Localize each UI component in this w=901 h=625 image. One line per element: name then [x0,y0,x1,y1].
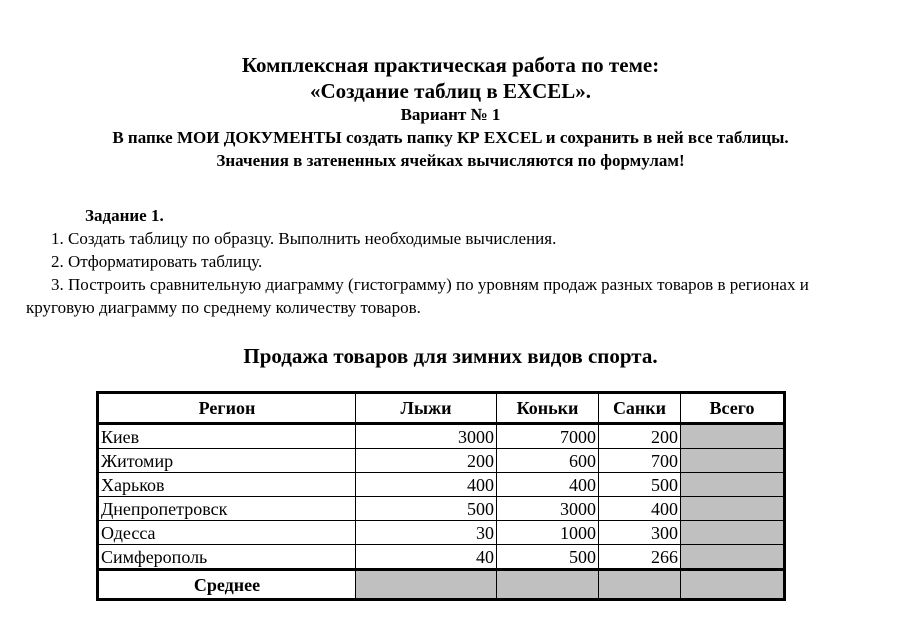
cell-ski: 30 [356,521,497,545]
table-row [98,449,785,473]
table-row [98,473,785,497]
cell-sleds: 200 [599,424,681,449]
cell-total-shaded [681,497,785,521]
title-line-1: Комплексная практическая работа по теме: [241,53,660,77]
average-row [98,570,785,600]
cell-ski: 500 [356,497,497,521]
task-item-3: 3. Построить сравнительную диаграмму (гистограмму) по уровням продаж разных товаров в регионах и круговую диаграмму по среднему количеству товаров. [26,275,809,317]
variant-label: Вариант № 1 [400,105,501,124]
table-row [98,424,785,449]
cell-skates: 1000 [497,521,599,545]
header-ski: Лыжи [356,393,497,424]
cell-skates: 500 [497,545,599,570]
sales-table [96,391,786,601]
instruction-text: В папке МОИ ДОКУМЕНТЫ создать папку КР EXCEL и сохранить в ней все таблицы. [112,128,789,147]
cell-region: Житомир [98,449,356,473]
cell-region: Киев [98,424,356,449]
cell-avg-sleds-shaded [599,570,681,600]
cell-avg-total-shaded [681,570,785,600]
task-item-2: 2. Отформатировать таблицу. [51,252,263,271]
cell-ski: 40 [356,545,497,570]
document-header [0,52,901,172]
cell-region: Харьков [98,473,356,497]
cell-sleds: 266 [599,545,681,570]
cell-ski: 400 [356,473,497,497]
formula-note: Значения в затененных ячейках вычисляются по формулам! [216,151,685,170]
cell-total-shaded [681,424,785,449]
task-list [26,227,866,319]
table-title: Продажа товаров для зимних видов спорта. [243,344,658,368]
cell-avg-skates-shaded [497,570,599,600]
header-total: Всего [681,393,785,424]
cell-total-shaded [681,545,785,570]
header-region: Регион [98,393,356,424]
title-line-2: «Создание таблиц в EXCEL». [309,79,592,103]
cell-ski: 200 [356,449,497,473]
table-row [98,521,785,545]
cell-skates: 600 [497,449,599,473]
cell-region: Днепропетровск [98,497,356,521]
cell-region: Одесса [98,521,356,545]
cell-skates: 7000 [497,424,599,449]
cell-region: Симферополь [98,545,356,570]
header-skates: Коньки [497,393,599,424]
table-row [98,497,785,521]
cell-sleds: 500 [599,473,681,497]
cell-ski: 3000 [356,424,497,449]
cell-avg-ski-shaded [356,570,497,600]
cell-sleds: 400 [599,497,681,521]
cell-skates: 400 [497,473,599,497]
cell-sleds: 300 [599,521,681,545]
cell-total-shaded [681,521,785,545]
cell-total-shaded [681,449,785,473]
task-item-1: 1. Создать таблицу по образцу. Выполнить необходимые вычисления. [51,229,557,248]
table-header-row [98,393,785,424]
cell-total-shaded [681,473,785,497]
cell-sleds: 700 [599,449,681,473]
average-label: Среднее [98,570,356,600]
cell-skates: 3000 [497,497,599,521]
header-sleds: Санки [599,393,681,424]
task-heading: Задание 1. [85,206,164,225]
table-row [98,545,785,570]
